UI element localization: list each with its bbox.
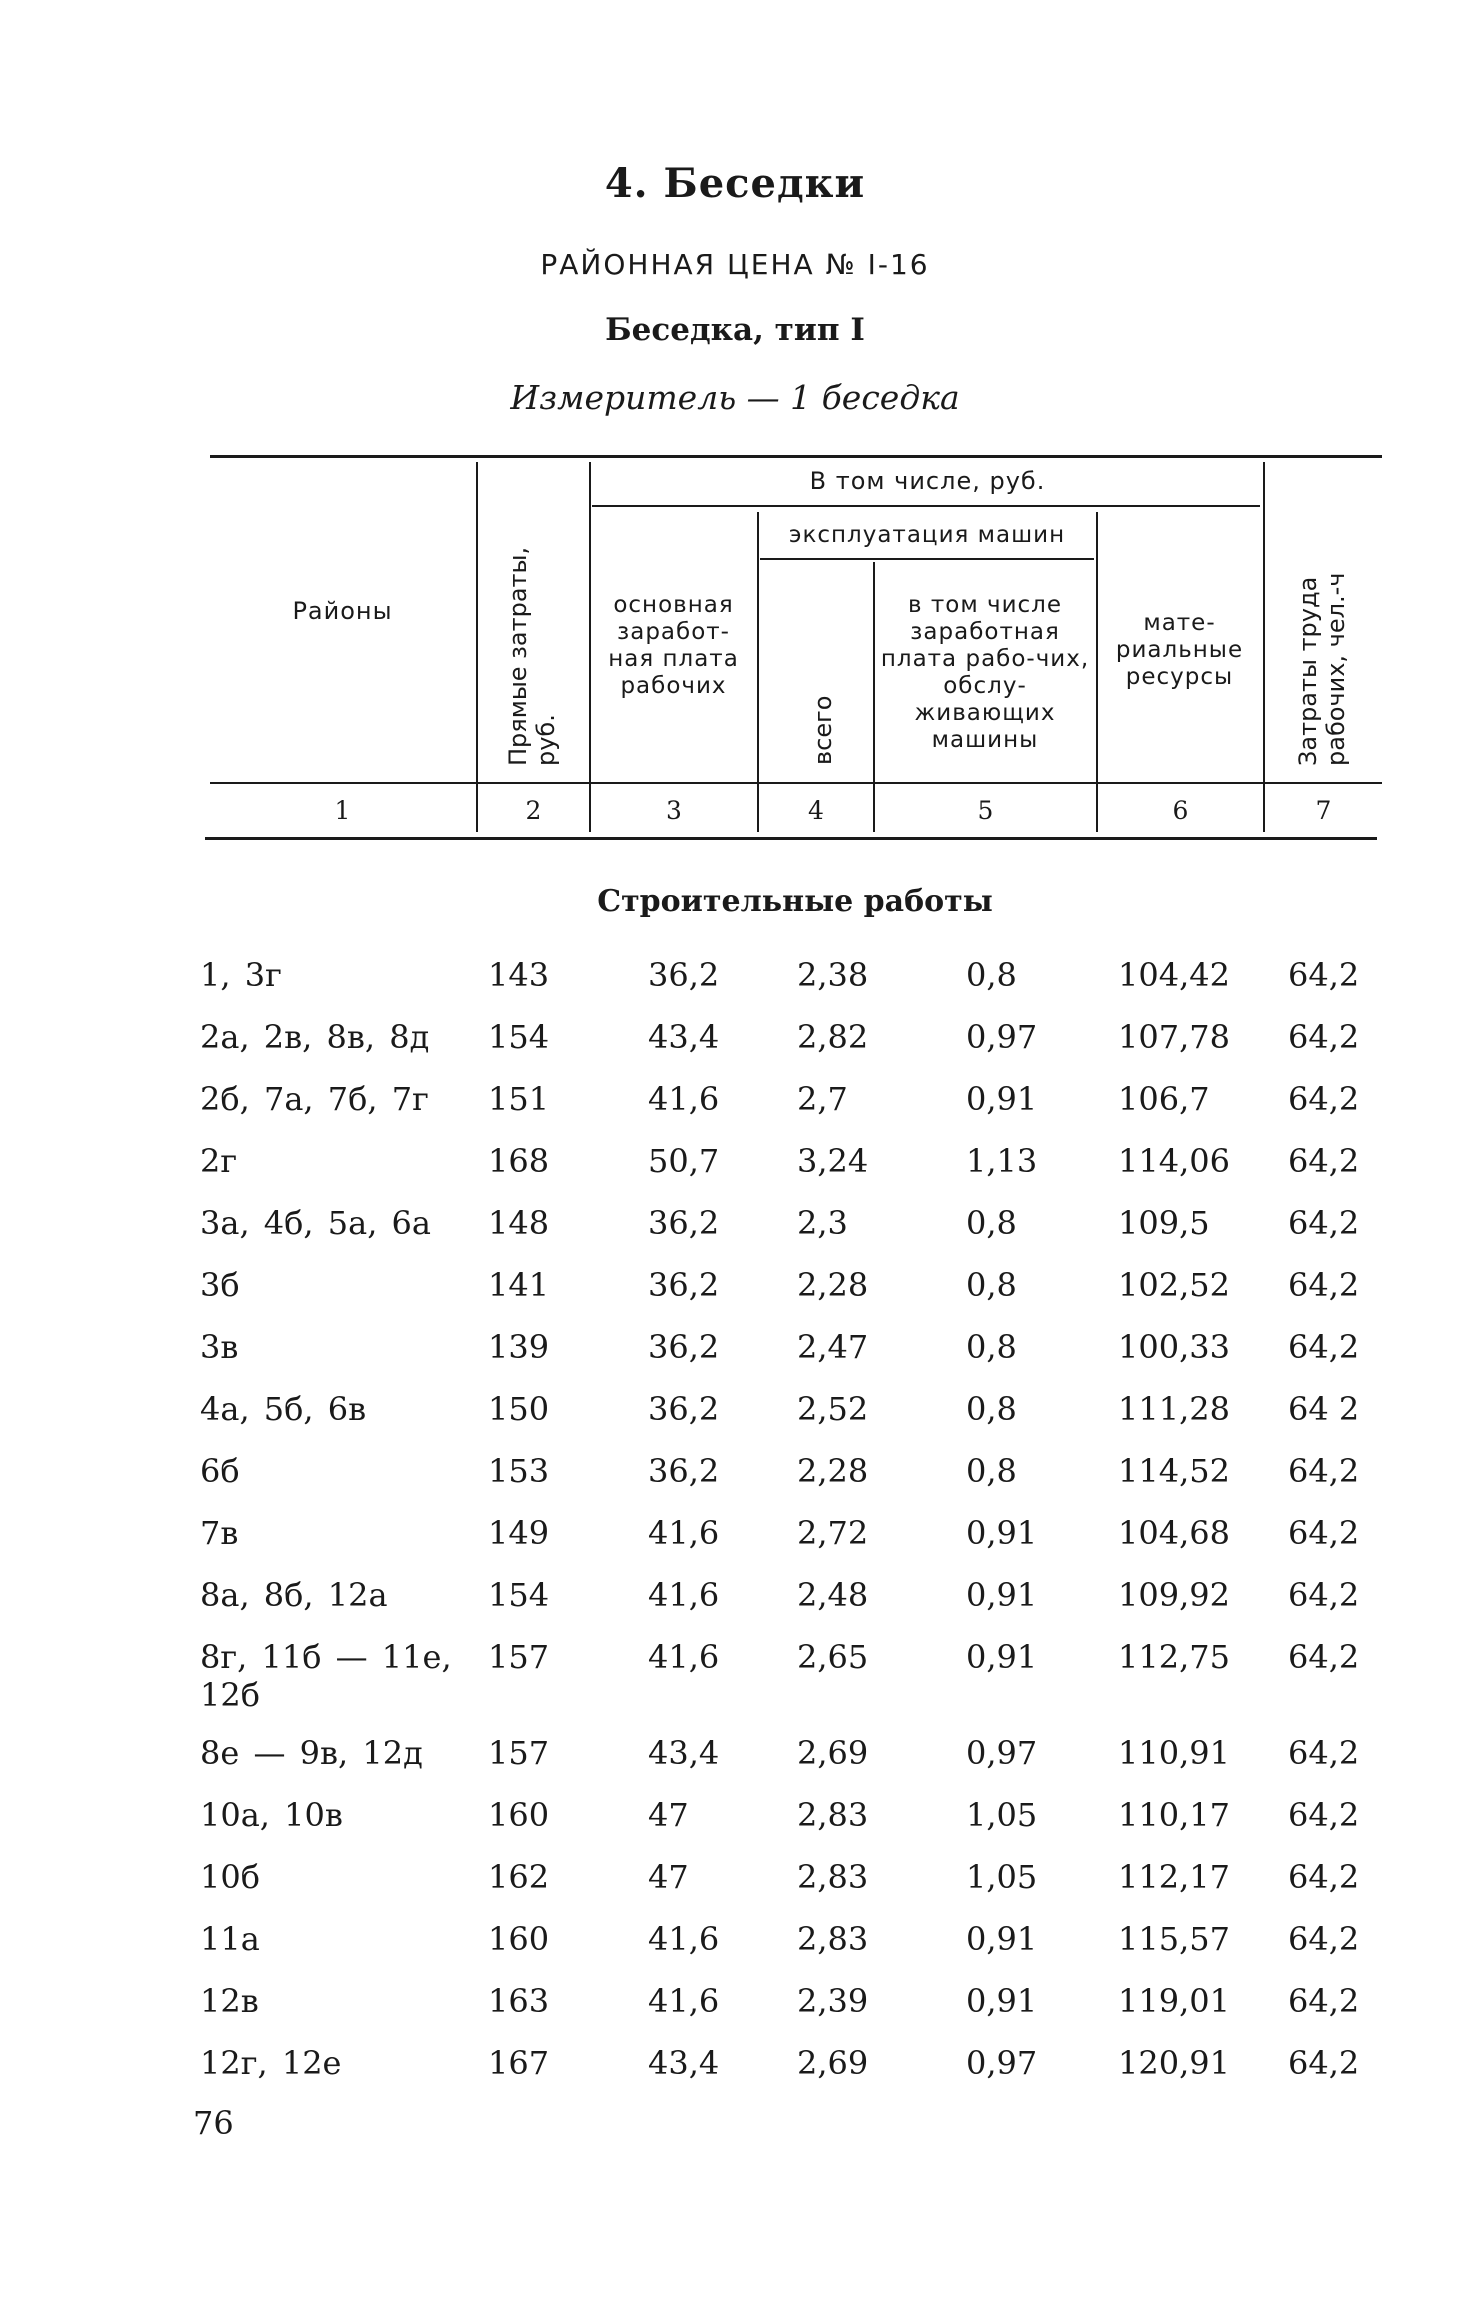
machines-wages-cell: 0,8 [966, 1390, 1017, 1428]
machines-wages-cell: 0,8 [966, 1452, 1017, 1490]
materials-cell: 120,91 [1118, 2044, 1230, 2082]
table-header-end-rule [205, 837, 1377, 840]
materials-cell: 119,01 [1118, 1982, 1230, 2020]
machines-total-cell: 2,83 [797, 1858, 869, 1896]
materials-cell: 104,42 [1118, 956, 1230, 994]
labor-cell: 64,2 [1288, 1080, 1360, 1118]
region-cell: 8а, 8б, 12а [200, 1576, 388, 1614]
labor-cell: 64,2 [1288, 2044, 1360, 2082]
labor-cell: 64,2 [1288, 1638, 1360, 1676]
column-number-5: 5 [977, 796, 994, 825]
machines-wages-cell: 1,05 [966, 1858, 1038, 1896]
direct-costs-cell: 160 [488, 1796, 550, 1834]
wages-cell: 43,4 [648, 2044, 720, 2082]
direct-costs-cell: 149 [488, 1514, 550, 1552]
machines-wages-cell: 0,8 [966, 956, 1017, 994]
machines-wages-cell: 0,91 [966, 1638, 1038, 1676]
materials-cell: 109,92 [1118, 1576, 1230, 1614]
direct-costs-cell: 167 [488, 2044, 550, 2082]
column-number-7: 7 [1315, 796, 1332, 825]
machines-total-cell: 2,3 [797, 1204, 848, 1242]
machines-wages-cell: 0,91 [966, 1080, 1038, 1118]
wages-cell: 36,2 [648, 1390, 720, 1428]
direct-costs-cell: 157 [488, 1638, 550, 1676]
machines-wages-cell: 0,97 [966, 1734, 1038, 1772]
materials-cell: 106,7 [1118, 1080, 1210, 1118]
direct-costs-cell: 153 [488, 1452, 550, 1490]
labor-cell: 64,2 [1288, 1576, 1360, 1614]
region-cell: 6б [200, 1452, 240, 1490]
price-subtitle: РАЙОННАЯ ЦЕНА № I-16 [540, 248, 930, 281]
machines-wages-cell: 0,8 [966, 1204, 1017, 1242]
machines-total-cell: 2,69 [797, 2044, 869, 2082]
machines-total-cell: 3,24 [797, 1142, 869, 1180]
labor-cell: 64,2 [1288, 1796, 1360, 1834]
header-materials: мате-риальные ресурсы [1115, 610, 1244, 690]
labor-cell: 64,2 [1288, 1514, 1360, 1552]
machines-wages-cell: 0,91 [966, 1514, 1038, 1552]
region-cell: 2г [200, 1142, 238, 1180]
type-title: Беседка, тип I [605, 312, 865, 348]
region-cell: 2б, 7а, 7б, 7г [200, 1080, 429, 1118]
materials-cell: 110,91 [1118, 1734, 1230, 1772]
materials-cell: 104,68 [1118, 1514, 1230, 1552]
column-number-4: 4 [808, 796, 824, 825]
direct-costs-cell: 151 [488, 1080, 550, 1118]
direct-costs-cell: 163 [488, 1982, 550, 2020]
region-cell: 7в [200, 1514, 239, 1552]
measure-unit: Измеритель — 1 беседка [510, 378, 960, 417]
labor-cell: 64,2 [1288, 1266, 1360, 1304]
machines-total-cell: 2,52 [797, 1390, 869, 1428]
header-machines-wages: в том числе заработная плата рабо-чих, обслу-живающих машины [880, 592, 1090, 753]
materials-cell: 112,17 [1118, 1858, 1230, 1896]
header-wages: основная заработ-ная плата рабочих [608, 592, 739, 699]
wages-cell: 41,6 [648, 1920, 720, 1958]
materials-cell: 111,28 [1118, 1390, 1230, 1428]
col-divider-2 [589, 462, 591, 832]
direct-costs-cell: 150 [488, 1390, 550, 1428]
region-cell: 3а, 4б, 5а, 6а [200, 1204, 431, 1242]
labor-cell: 64 2 [1288, 1390, 1360, 1428]
materials-cell: 115,57 [1118, 1920, 1230, 1958]
machines-total-cell: 2,28 [797, 1266, 869, 1304]
machines-wages-cell: 0,91 [966, 1982, 1038, 2020]
region-cell: 12г, 12е [200, 2044, 342, 2082]
machines-wages-cell: 0,91 [966, 1920, 1038, 1958]
region-cell: 8е — 9в, 12д [200, 1734, 423, 1772]
header-machines-total: всего [809, 695, 837, 765]
region-cell: 10б [200, 1858, 260, 1896]
region-cell: 10а, 10в [200, 1796, 343, 1834]
col-divider-6 [1263, 462, 1265, 832]
machines-total-cell: 2,82 [797, 1018, 869, 1056]
direct-costs-cell: 162 [488, 1858, 550, 1896]
materials-cell: 100,33 [1118, 1328, 1230, 1366]
page-number: 76 [193, 2104, 234, 2142]
region-cell: 2а, 2в, 8в, 8д [200, 1018, 430, 1056]
machines-total-cell: 2,65 [797, 1638, 869, 1676]
region-cell: 12в [200, 1982, 259, 2020]
machines-wages-cell: 0,8 [966, 1266, 1017, 1304]
direct-costs-cell: 139 [488, 1328, 550, 1366]
region-cell: 1, 3г [200, 956, 282, 994]
labor-cell: 64,2 [1288, 1452, 1360, 1490]
wages-cell: 36,2 [648, 956, 720, 994]
machines-rule [760, 558, 1094, 560]
machines-total-cell: 2,38 [797, 956, 869, 994]
header-bottom-rule [210, 782, 1382, 784]
machines-total-cell: 2,7 [797, 1080, 848, 1118]
col-divider-5 [1096, 512, 1098, 832]
materials-cell: 102,52 [1118, 1266, 1230, 1304]
col-divider-1 [476, 462, 478, 832]
header-machines: эксплуатация машин [788, 522, 1066, 548]
machines-total-cell: 2,39 [797, 1982, 869, 2020]
col-divider-4 [873, 562, 875, 832]
materials-cell: 110,17 [1118, 1796, 1230, 1834]
machines-wages-cell: 1,13 [966, 1142, 1038, 1180]
wages-cell: 47 [648, 1796, 689, 1834]
materials-cell: 112,75 [1118, 1638, 1230, 1676]
wages-cell: 36,2 [648, 1204, 720, 1242]
col-divider-3 [757, 512, 759, 832]
direct-costs-cell: 160 [488, 1920, 550, 1958]
wages-cell: 47 [648, 1858, 689, 1896]
machines-total-cell: 2,72 [797, 1514, 869, 1552]
direct-costs-cell: 154 [488, 1576, 550, 1614]
direct-costs-cell: 168 [488, 1142, 550, 1180]
section-title: Строительные работы [597, 884, 993, 919]
materials-cell: 109,5 [1118, 1204, 1210, 1242]
machines-total-cell: 2,83 [797, 1796, 869, 1834]
machines-total-cell: 2,83 [797, 1920, 869, 1958]
wages-cell: 43,4 [648, 1734, 720, 1772]
region-cell: 4а, 5б, 6в [200, 1390, 367, 1428]
machines-total-cell: 2,48 [797, 1576, 869, 1614]
direct-costs-cell: 143 [488, 956, 550, 994]
labor-cell: 64,2 [1288, 1328, 1360, 1366]
column-number-1: 1 [334, 796, 351, 825]
wages-cell: 36,2 [648, 1328, 720, 1366]
direct-costs-cell: 141 [488, 1266, 550, 1304]
column-number-2: 2 [525, 796, 542, 825]
labor-cell: 64,2 [1288, 1920, 1360, 1958]
labor-cell: 64,2 [1288, 1018, 1360, 1056]
machines-total-cell: 2,69 [797, 1734, 869, 1772]
header-including: В том числе, руб. [809, 467, 1046, 495]
machines-wages-cell: 0,97 [966, 1018, 1038, 1056]
region-cell: 3б [200, 1266, 240, 1304]
machines-total-cell: 2,47 [797, 1328, 869, 1366]
wages-cell: 43,4 [648, 1018, 720, 1056]
labor-cell: 64,2 [1288, 1204, 1360, 1242]
wages-cell: 41,6 [648, 1514, 720, 1552]
page-title: 4. Беседки [604, 160, 866, 207]
column-number-6: 6 [1172, 796, 1189, 825]
header-labor: Затраты труда рабочих, чел.-ч [1294, 572, 1350, 766]
labor-cell: 64,2 [1288, 1982, 1360, 2020]
wages-cell: 41,6 [648, 1576, 720, 1614]
materials-cell: 114,06 [1118, 1142, 1230, 1180]
machines-total-cell: 2,28 [797, 1452, 869, 1490]
wages-cell: 41,6 [648, 1638, 720, 1676]
header-direct-costs: Прямые затраты, руб. [504, 546, 560, 766]
labor-cell: 64,2 [1288, 1858, 1360, 1896]
labor-cell: 64,2 [1288, 1142, 1360, 1180]
wages-cell: 41,6 [648, 1982, 720, 2020]
direct-costs-cell: 148 [488, 1204, 550, 1242]
header-regions: Районы [292, 597, 393, 625]
including-rule [592, 505, 1260, 507]
labor-cell: 64,2 [1288, 1734, 1360, 1772]
wages-cell: 50,7 [648, 1142, 720, 1180]
labor-cell: 64,2 [1288, 956, 1360, 994]
column-number-3: 3 [666, 796, 682, 825]
wages-cell: 36,2 [648, 1266, 720, 1304]
region-cell: 3в [200, 1328, 239, 1366]
materials-cell: 114,52 [1118, 1452, 1230, 1490]
wages-cell: 41,6 [648, 1080, 720, 1118]
machines-wages-cell: 0,91 [966, 1576, 1038, 1614]
direct-costs-cell: 157 [488, 1734, 550, 1772]
machines-wages-cell: 0,8 [966, 1328, 1017, 1366]
region-cell: 11а [200, 1920, 260, 1958]
direct-costs-cell: 154 [488, 1018, 550, 1056]
table-top-rule [210, 455, 1382, 458]
region-cell: 8г, 11б — 11е, 12б [200, 1638, 452, 1714]
wages-cell: 36,2 [648, 1452, 720, 1490]
machines-wages-cell: 0,97 [966, 2044, 1038, 2082]
materials-cell: 107,78 [1118, 1018, 1230, 1056]
machines-wages-cell: 1,05 [966, 1796, 1038, 1834]
